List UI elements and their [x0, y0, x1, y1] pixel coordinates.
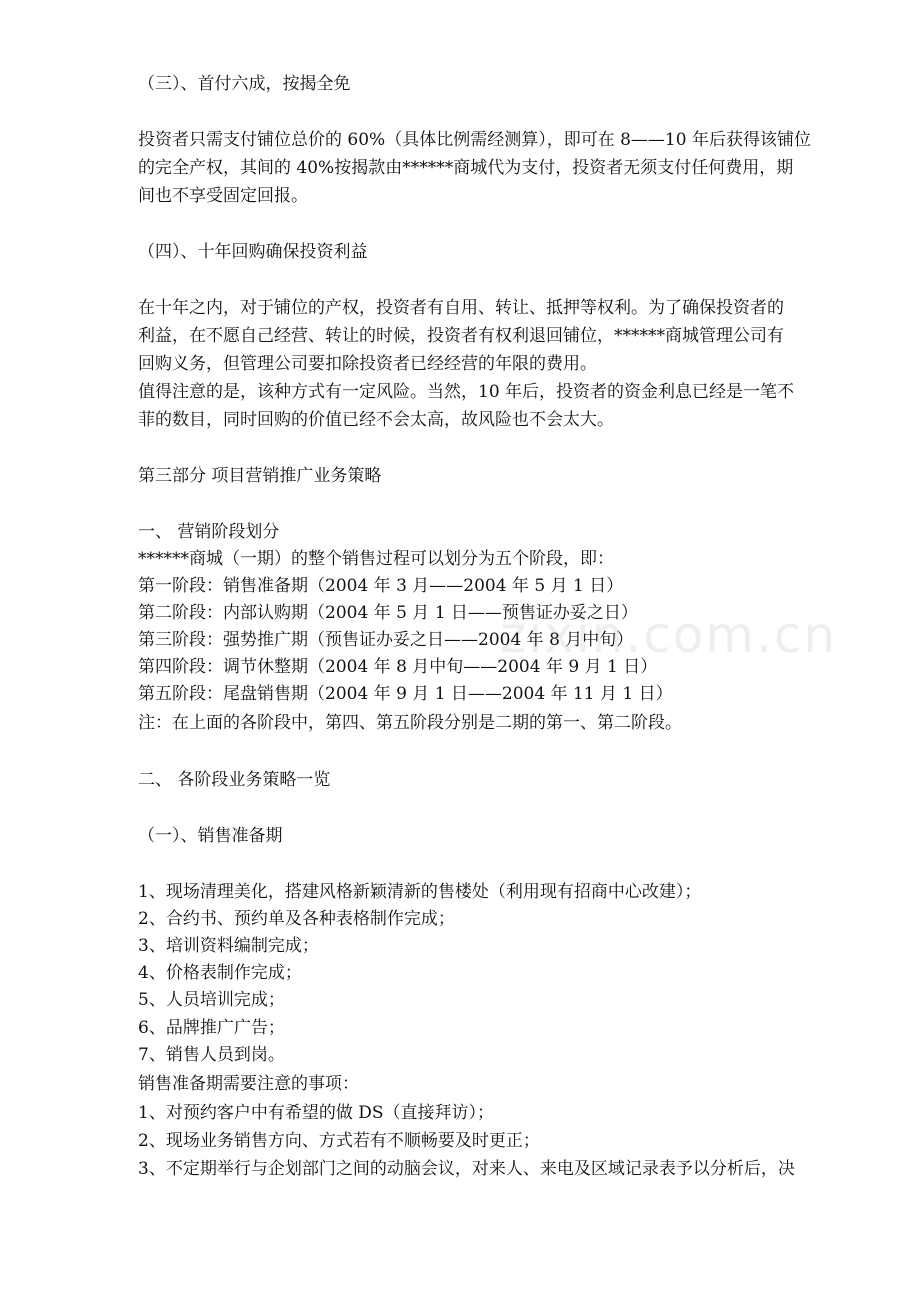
prep-note: 3、不定期举行与企划部门之间的动脑会议，对来人、来电及区域记录表予以分析后，决: [138, 1159, 795, 1179]
prep-notes-heading: 销售准备期需要注意的事项：: [138, 1074, 359, 1094]
stage-note: 注：在上面的各阶段中，第四、第五阶段分别是二期的第一、第二阶段。: [138, 713, 682, 733]
body-line: 在十年之内，对于铺位的产权，投资者有自用、转让、抵押等权利。为了确保投资者的: [138, 298, 784, 318]
prep-item: 6、品牌推广广告；: [138, 1018, 285, 1038]
stage-line: 第二阶段：内部认购期（2004 年 5 月 1 日——预售证办妥之日）: [138, 603, 638, 623]
prep-item: 3、培训资料编制完成；: [138, 936, 319, 956]
stage-line: 第五阶段：尾盘销售期（2004 年 9 月 1 日——2004 年 11 月 1 日）: [138, 684, 673, 704]
body-line: 回购义务，但管理公司要扣除投资者已经经营的年限的费用。: [138, 354, 597, 374]
prep-item: 1、现场清理美化，搭建风格新颖清新的售楼处（利用现有招商中心改建）；: [138, 882, 702, 902]
watermark: zixin.com.cn: [500, 606, 838, 664]
body-line: 利益，在不愿自己经营、转让的时候，投资者有权利退回铺位，******商城管理公司有: [138, 326, 784, 346]
section-heading-3: （三）、首付六成，按揭全免: [138, 74, 351, 94]
strategy-heading: 二、 各阶段业务策略一览: [138, 770, 331, 790]
body-line: 投资者只需支付铺位总价的 60%（具体比例需经测算），即可在 8——10 年后获得该铺位: [138, 130, 811, 150]
body-line: 的完全产权，其间的 40%按揭款由******商城代为支付，投资者无须支付任何费用，期: [138, 158, 794, 178]
prep-heading: （一）、销售准备期: [138, 826, 283, 846]
prep-item: 7、销售人员到岗。: [138, 1045, 285, 1065]
stage-line: ******商城（一期）的整个销售过程可以划分为五个阶段，即：: [138, 549, 614, 569]
prep-item: 2、合约书、预约单及各种表格制作完成；: [138, 909, 455, 929]
stage-line: 第四阶段：调节休整期（2004 年 8 月中旬——2004 年 9 月 1 日）: [138, 657, 658, 677]
stage-heading: 一、 营销阶段划分: [138, 522, 280, 542]
prep-item: 5、人员培训完成；: [138, 990, 285, 1010]
body-line: 菲的数目，同时回购的价值已经不会太高，故风险也不会太大。: [138, 410, 614, 430]
body-line: 间也不享受固定回报。: [138, 186, 308, 206]
section-heading-4: （四）、十年回购确保投资利益: [138, 242, 368, 262]
prep-item: 4、价格表制作完成；: [138, 963, 302, 983]
prep-note: 2、现场业务销售方向、方式若有不顺畅要及时更正；: [138, 1131, 540, 1151]
stage-line: 第一阶段：销售准备期（2004 年 3 月——2004 年 5 月 1 日）: [138, 576, 624, 596]
prep-note: 1、对预约客户中有希望的做 DS（直接拜访）；: [138, 1103, 494, 1123]
stage-line: 第三阶段：强势推广期（预售证办妥之日——2004 年 8 月中旬）: [138, 630, 634, 650]
body-line: 值得注意的是，该种方式有一定风险。当然，10 年后，投资者的资金利息已经是一笔不: [138, 382, 795, 402]
part-title: 第三部分 项目营销推广业务策略: [138, 466, 382, 486]
